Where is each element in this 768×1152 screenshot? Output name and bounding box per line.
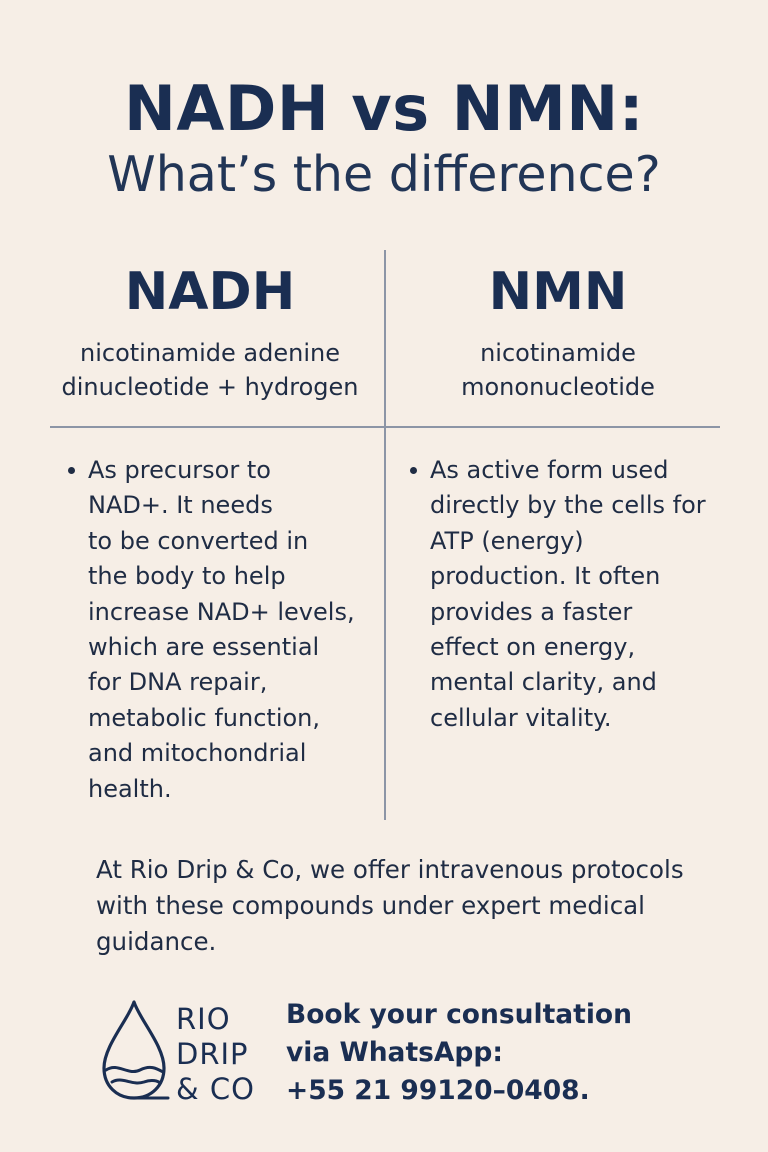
nmn-description-line: mental clarity, and: [430, 668, 657, 697]
cta-line: via WhatsApp:: [286, 1037, 503, 1068]
offer-line: guidance.: [96, 927, 217, 956]
nadh-full-name-line: nicotinamide adenine: [80, 339, 340, 367]
nadh-description-line: As precursor to: [88, 456, 271, 484]
nmn-description-line: provides a faster: [430, 597, 633, 626]
nadh-full-name: [30, 336, 390, 404]
nmn-description-line: As active form used: [430, 456, 669, 484]
offer-paragraph: [96, 852, 736, 960]
horizontal-divider: [50, 426, 720, 428]
brand-wordmark-line: RIO: [176, 1002, 231, 1036]
nadh-full-name-line: dinucleotide + hydrogen: [61, 373, 359, 401]
nmn-full-name: [384, 336, 732, 404]
whatsapp-phone-number[interactable]: +55 21 99120–0408.: [286, 1075, 590, 1106]
nadh-description-bullet: [64, 453, 398, 807]
nmn-full-name-line: mononucleotide: [461, 373, 655, 401]
offer-line: At Rio Drip & Co, we offer intravenous protocols: [96, 855, 684, 884]
nadh-heading: NADH: [124, 262, 296, 322]
nadh-description-line: increase NAD+ levels,: [88, 597, 355, 626]
page-title: NADH vs NMN:: [124, 72, 644, 145]
nadh-description-line: to be converted in: [88, 526, 309, 555]
nmn-description-line: ATP (energy): [430, 526, 584, 555]
nadh-description-line: and mitochondrial: [88, 739, 307, 768]
page-subtitle: What’s the difference?: [107, 146, 661, 203]
nmn-full-name-line: nicotinamide: [480, 339, 636, 367]
water-drop-icon: [98, 998, 170, 1102]
nmn-description-line: effect on energy,: [430, 633, 636, 662]
nmn-description-bullet: [406, 453, 760, 736]
nadh-description-line: which are essential: [88, 633, 320, 662]
offer-line: with these compounds under expert medical: [96, 891, 645, 920]
brand-wordmark-line: & CO: [176, 1072, 255, 1106]
brand-wordmark-line: DRIP: [176, 1037, 249, 1071]
nadh-description-line: for DNA repair,: [88, 668, 268, 697]
nmn-description-line: production. It often: [430, 562, 661, 591]
brand-wordmark: [176, 1002, 255, 1107]
nmn-heading: NMN: [488, 262, 628, 322]
nadh-description-line: NAD+. It needs: [88, 491, 273, 520]
nmn-description-line: directly by the cells for: [430, 491, 706, 520]
nadh-description-line: the body to help: [88, 562, 286, 591]
booking-call-to-action: [286, 996, 632, 1110]
nadh-description-line: health.: [88, 774, 172, 803]
nadh-description-line: metabolic function,: [88, 703, 321, 732]
cta-line: Book your consultation: [286, 999, 632, 1030]
nmn-description-line: cellular vitality.: [430, 703, 612, 732]
